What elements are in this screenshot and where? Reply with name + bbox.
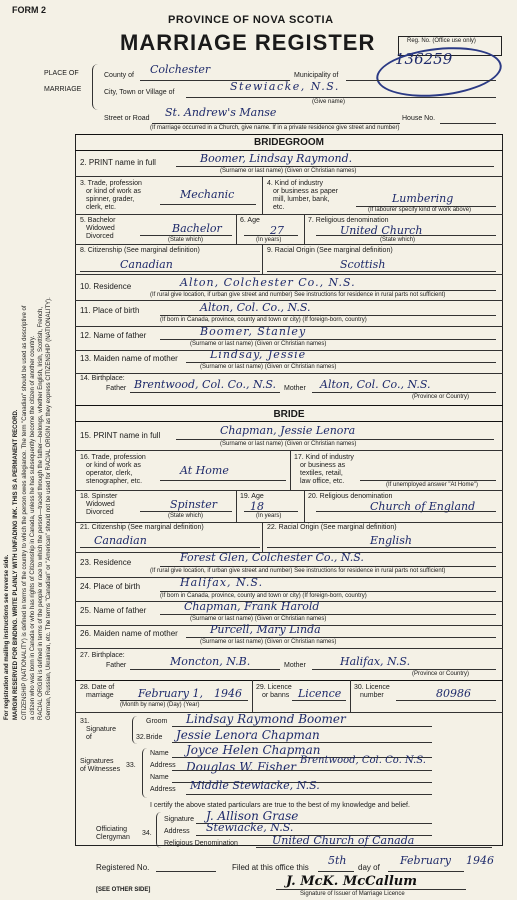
f30-label-2: number [360,692,384,699]
f15-label: 15. PRINT name in full [80,431,161,440]
issuer-signature: J. McK. McCallum [286,874,418,889]
f3-label-4: clerk, etc. [86,204,116,211]
f27-label: 27. Birthplace: [80,652,125,659]
f17-label-4: law office, etc. [300,478,345,485]
f3-label-3: spinner, grader, [86,196,135,203]
f27-mother-label: Mother [284,662,306,669]
f7-label: 7. Religious denomination [308,217,389,224]
f31-label-3: of [86,734,92,741]
f33-label-1: Signatures [80,758,114,765]
house-no-label: House No. [402,115,436,122]
bride-title-rule [75,421,503,422]
place-brace [92,64,101,110]
f31-label-1: 31. [80,718,90,725]
officiating-label-1: Officiating [96,826,127,833]
f4-label-3: mill, lumber, bank, [273,196,330,203]
reg-no-value: 136259 [395,50,453,68]
f11-note: (If born in Canada, province, county and town or city) (If foreign-born, country) [160,317,367,323]
f30-label-1: 30. Licence [354,684,390,691]
f27-father-value: Moncton, N.B. [170,655,251,668]
witness2-label: Name [150,774,169,781]
county-value: Colchester [150,63,211,76]
f18-line [140,511,232,512]
groom-signature: Lindsay Raymond Boomer [186,712,346,726]
f10-note: (If rural give location, if urban give street and number) See instructions for residence in rural parts not sufficient) [150,292,446,298]
margin-line-6: German, Russian, Ukrainian, etc. The terms "Canadian" or "American" should not be used for RACIAL ORIGIN as they express CITIZENSHIP (NATIONALITY). [46,297,52,720]
f28-label-2: marriage [86,692,114,699]
margin-line-2: MARGIN RESERVED FOR BINDING. WRITE PLAINLY WITH UNFADING INK. THIS IS A PERMANENT RECORD. [13,409,19,720]
issuer-label: Signature of Issuer of Marriage Licence [300,891,405,897]
f2-label: 2. PRINT name in full [80,158,156,167]
f3-value: Mechanic [180,188,235,201]
officiating-label-2: Clergyman [96,834,130,841]
f23-label: 23. Residence [80,558,132,567]
f4-label-4: etc. [273,204,285,211]
form-label: FORM 2 [12,5,47,15]
f18-note: (State which) [168,513,204,519]
col-rule [262,522,263,552]
f19-value: 18 [250,500,264,513]
f19-note: (In years) [256,513,282,519]
f14-father-value: Brentwood, Col. Co., N.S. [134,378,276,391]
f10-line [160,290,496,291]
groom-section-title: BRIDEGROOM [254,137,324,148]
f5-line [140,235,232,236]
f4-label-1: 4. Kind of industry [267,180,324,187]
f23-value: Forest Glen, Colchester Co., N.S. [180,551,364,564]
religious-label: Religious Denomination [164,840,238,847]
f19-line [244,511,298,512]
city-label: City, Town or Village of [104,89,175,96]
bride-top-rule [75,405,503,406]
f22-line [267,547,496,548]
margin-instructions [4,240,64,720]
f5-label-3: Divorced [86,233,114,240]
f27-mother-value: Halifax, N.S. [340,655,411,668]
signature-label: Signature [164,816,194,823]
f13-value: Lindsay, Jessie [210,348,307,361]
f33-label-2: of Witnesses [80,766,121,773]
f2-line [176,166,494,167]
col-rule [304,490,305,522]
f8-line [80,271,260,272]
groom-title-rule [75,150,503,151]
col-rule [236,490,237,522]
f3-label-1: 3. Trade, profession [80,180,142,187]
f32-num: 32. [136,734,146,741]
address1-line [172,770,432,771]
col-rule [252,680,253,712]
margin-line-5: RACIAL ORIGIN is defined in terms of the people or race to which the person—traced through the father—belongs, whether English, Irish, Scottish, French, [38,307,44,720]
f24-note: (If born in Canada, province, county and town or city) (If foreign-born, country) [160,593,367,599]
filed-month: February [400,854,451,867]
margin-line-3: CITIZENSHIP (NATIONALITY) is defined in terms of the country to which the person owes allegiance. The term "Canadian" should be used as descriptive of [22,305,28,720]
row-rule [75,577,503,578]
f15-value: Chapman, Jessie Lenora [220,424,356,437]
row-rule [75,244,503,245]
f22-label: 22. Racial Origin (See marginal definition) [267,524,397,531]
f3-label-2: or kind of work as [86,188,141,195]
address2-label: Address [150,786,176,793]
municipality-line [346,80,496,81]
f27-father-line [130,669,280,670]
row-rule [75,176,503,177]
margin-line-4: a citizen who was born in Canada or who has rights of Citizenship in Canada, unless he has subsequently become the citizen of another country. [30,335,36,720]
see-other-side: [SEE OTHER SIDE] [96,887,151,893]
f29-value: Licence [298,687,342,700]
f17-label-2: or business as [300,462,346,469]
bride-bottom-rule [75,680,503,681]
address2-line [186,794,432,795]
f25-value: Chapman, Frank Harold [184,600,320,613]
f17-line [360,480,496,481]
row-rule [75,490,503,491]
row-rule [75,648,503,649]
filed-day-line [318,871,354,872]
street-note: (If marriage occurred in a Church, give name. If in a private residence give street and number) [150,125,400,131]
f6-value: 27 [270,224,284,237]
f5-label-1: 5. Bachelor [80,217,116,224]
f25-note: (Surname or last name) (Given or Christian names) [190,616,327,622]
f13-line [186,362,496,363]
f28-line [120,700,248,701]
address3-label: Address [164,828,190,835]
address1-value: Brentwood, Col. Co. N.S. [300,755,426,766]
f16-label-3: operator, clerk, [86,470,133,477]
certify-text: I certify the above stated particulars are true to the best of my knowledge and belief. [150,802,410,809]
street-label: Street or Road [104,115,150,122]
col-rule [262,244,263,274]
province-heading: PROVINCE OF NOVA SCOTIA [168,14,334,26]
groom-label: Groom [146,718,168,725]
f18-label-1: 18. Spinster [80,493,118,500]
county-label: County of [104,72,134,79]
f5-value: Bachelor [172,222,222,235]
f12-line [160,339,496,340]
f27-father-label: Father [106,662,127,669]
row-rule [75,373,503,374]
f8-label: 8. Citizenship (See marginal definition) [80,247,200,254]
f10-value: Alton, Colchester Co., N.S. [180,276,356,289]
f30-value: 80986 [436,687,471,700]
f12-label: 12. Name of father [80,331,147,340]
f17-label-3: textiles, retail, [300,470,343,477]
place-label-1: PLACE OF [44,70,79,77]
f25-line [160,614,496,615]
f20-value: Church of England [370,500,476,513]
f6-label: 6. Age [240,217,260,224]
f26-line [186,637,496,638]
f33-num: 33. [126,762,136,769]
clergy-signature: J. Allison Grase [206,809,299,823]
filed-month-line [388,871,464,872]
religious-value: United Church of Canada [272,834,415,847]
f14-mother-value: Alton, Col. Co., N.S. [320,378,431,391]
f32-bride-label: Bride [146,734,163,741]
f34-num: 34. [142,830,152,837]
f14-father-label: Father [106,385,127,392]
f14-mother-label: Mother [284,385,306,392]
f10-label: 10. Residence [80,282,132,291]
f14-mother-line [312,392,496,393]
filed-day: 5th [328,854,347,867]
witness2-signature: Douglas W. Fisher [186,760,296,774]
f4-note: (If labourer specify kind of work above) [368,207,472,213]
f9-label: 9. Racial Origin (See marginal definition) [267,247,393,254]
col-rule [350,680,351,712]
f28-label-1: 28. Date of [80,684,115,691]
f23-note: (If rural give location, if urban give street and number) See instructions for residence in rural parts not sufficient) [150,568,446,574]
f16-label-2: or kind of work as [86,462,141,469]
f6-line [244,235,298,236]
f28-note: (Month by name) (Day) (Year) [120,702,200,708]
col-rule [304,214,305,244]
f12-note: (Surname or last name) (Given or Christian names) [190,341,327,347]
address2-value: Middle Stewiacke, N.S. [190,779,320,792]
f6-note: (In years) [256,237,282,243]
f29-label-1: 29. Licence [256,684,292,691]
f12-value: Boomer, Stanley [200,325,307,338]
f11-label: 11. Place of birth [80,306,140,315]
col-rule [290,450,291,490]
f18-label-2: Widowed [86,501,115,508]
f29-label-2: or banns [262,692,290,699]
f13-label: 13. Maiden name of mother [80,354,178,363]
groom-top-rule [75,134,503,135]
day-of-label: day of [358,863,380,872]
f28-year: 1946 [214,687,242,700]
city-line [186,97,496,98]
f30-line [396,700,496,701]
f5-note: (State which) [168,237,204,243]
religious-line [256,847,492,848]
f18-label-3: Divorced [86,509,114,516]
f7-line [316,235,496,236]
city-note: (Give name) [312,99,346,105]
f11-value: Alton, Col. Co., N.S. [200,301,311,314]
f4-value: Lumbering [392,192,454,205]
filed-label: Filed at this office this [232,863,309,872]
f7-value: United Church [340,224,423,237]
f22-value: English [370,534,412,547]
f25-label: 25. Name of father [80,606,147,615]
f2-note: (Surname or last name) (Given or Christian names) [220,168,357,174]
f21-value: Canadian [94,534,147,547]
f14-note: (Province or Country) [412,394,470,400]
f2-value: Boomer, Lindsay Raymond. [200,152,353,165]
house-line [440,123,496,124]
street-line [152,123,400,124]
place-label-2: MARRIAGE [44,86,82,93]
groom-sig-line [172,726,432,727]
f13-note: (Surname or last name) (Given or Christian names) [200,364,337,370]
f7-note: (State which) [380,237,416,243]
f16-label-1: 16. Trade, profession [80,454,146,461]
f29-line [292,700,346,701]
f16-label-4: stenographer, etc. [86,478,143,485]
f4-label-2: or business as paper [273,188,338,195]
registered-line [156,871,216,872]
f28-value: February 1, [138,687,203,700]
f20-line [316,511,496,512]
bride-section-title: BRIDE [273,409,305,420]
f17-label-1: 17. Kind of industry [294,454,354,461]
f9-value: Scottish [340,258,386,271]
f16-line [160,480,286,481]
issuer-line [276,889,466,890]
f19-label: 19. Age [240,493,264,500]
f24-value: Halifax, N.S. [180,576,264,589]
reg-no-label: Reg. No. (Office use only) [407,38,476,44]
f11-line [160,315,496,316]
row-rule [75,214,503,215]
f14-father-line [130,392,280,393]
registered-label: Registered No. [96,863,150,872]
f14-label: 14. Birthplace: [80,375,125,382]
address1-label: Address [150,762,176,769]
f15-line [176,439,494,440]
f34-brace [156,812,163,848]
f9-line [267,271,496,272]
municipality-label: Municipality of [294,72,339,79]
f17-note: (If unemployed answer "At Home") [386,482,478,488]
f27-mother-line [312,669,496,670]
page-title: MARRIAGE REGISTER [120,30,376,55]
f21-label: 21. Citizenship (See marginal definition) [80,524,204,531]
row-rule [75,522,503,523]
f18-value: Spinster [170,498,218,511]
margin-line-1: For registration and mailing instructions see reverse side. [4,554,10,720]
col-rule [236,214,237,244]
f26-label: 26. Maiden name of mother [80,629,178,638]
witness1-signature: Joyce Helen Chapman [186,743,321,757]
f8-value: Canadian [120,258,173,271]
f3-line [160,204,256,205]
f27-note: (Province or Country) [412,671,470,677]
row-rule [75,450,503,451]
row-rule [75,274,503,275]
f33-brace [142,748,149,798]
f20-label: 20. Religious denomination [308,493,393,500]
f5-label-2: Widowed [86,225,115,232]
f24-label: 24. Place of birth [80,582,141,591]
f15-note: (Surname or last name) (Given or Christian names) [220,441,357,447]
bride-signature: Jessie Lenora Chapman [176,728,320,742]
f26-note: (Surname or last name) (Given or Christian names) [200,639,337,645]
filed-year: 1946 [466,854,494,867]
f16-value: At Home [180,464,229,477]
reg-no-circle [374,42,504,103]
f31-label-2: Signature [86,726,116,733]
col-rule [262,176,263,214]
witness1-label: Name [150,750,169,757]
address3-value: Stewiacke, N.S. [206,821,294,834]
city-value: Stewiacke, N.S. [230,80,340,93]
f26-value: Purcell, Mary Linda [210,623,321,636]
street-value: St. Andrew's Manse [165,106,277,119]
f23-line [160,566,496,567]
f24-line [160,591,496,592]
f21-line [80,547,260,548]
